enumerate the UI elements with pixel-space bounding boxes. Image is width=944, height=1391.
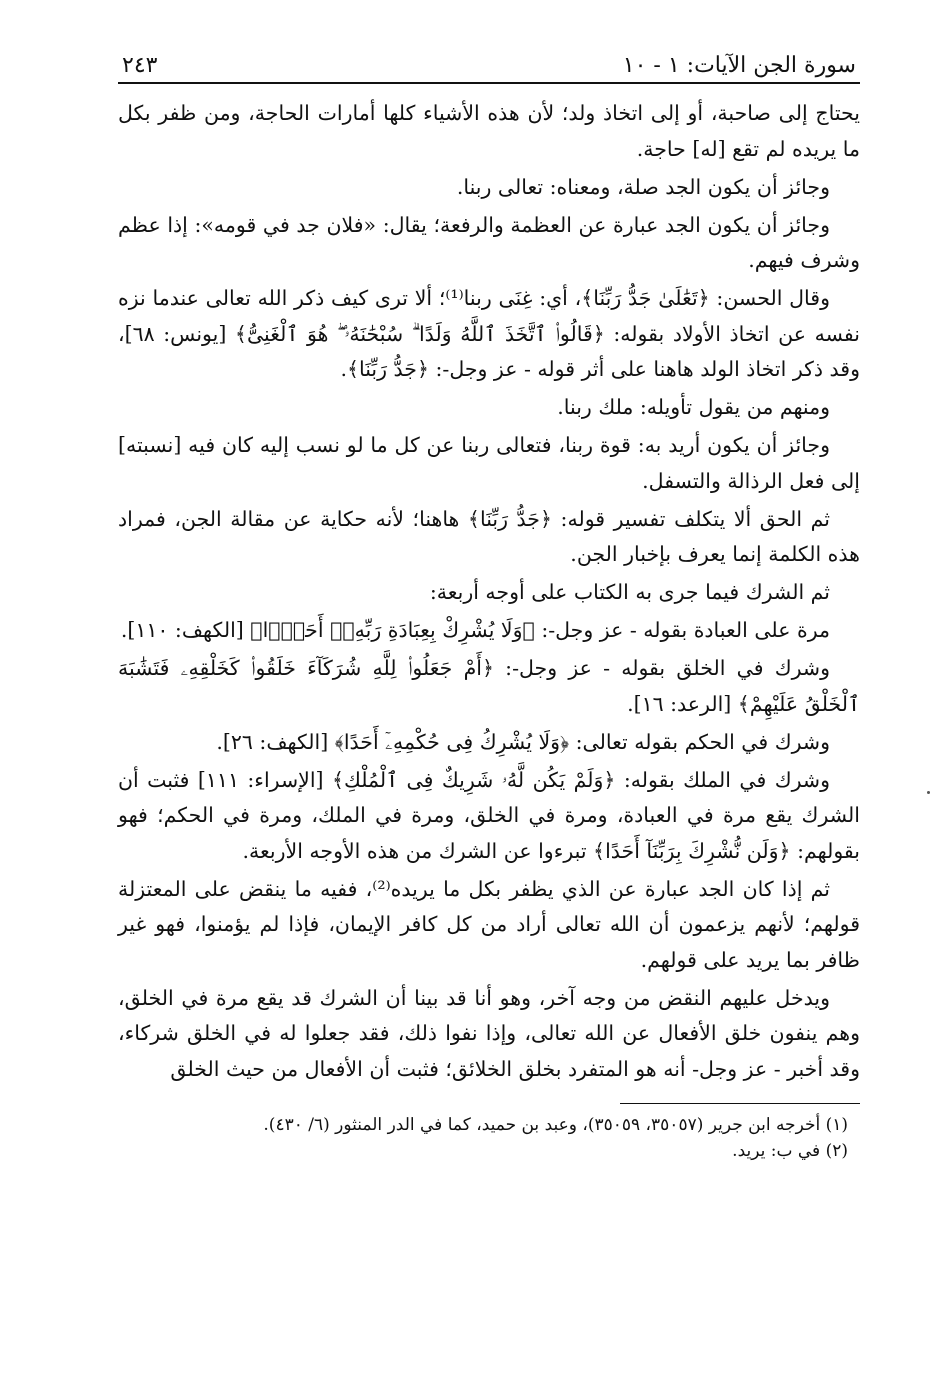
footnote: (١) أخرجه ابن جرير (٣٥٠٥٧، ٣٥٠٥٩)، وعبد بن حميد، كما في الدر المنثور (٦/ ٤٣٠). (263, 1115, 848, 1135)
footnote-separator (620, 1103, 860, 1104)
footnote: (٢) في ب: يريد. (732, 1141, 848, 1161)
paragraph: ويدخل عليهم النقض من وجه آخر، وهو أنا قد بينا أن الشرك قد يقع مرة في الخلق، وهم ينفون خلق الأفعال عن الله تعالى، وإذا نفوا ذلك، فقد جعلوا له في الخلق شركاء، وقد أخبر - عز وجل- أنه هو المتفرد بخلق الخلائق؛ فثبت أن الأفعال من حيث الخلق (118, 985, 860, 1081)
page-number: ٢٤٣ (122, 53, 158, 78)
paragraph: وجائز أن يكون أريد به: قوة ربنا، فتعالى ربنا عن كل ما لو نسب إليه كان فيه [نسبته] إلى فعل الرذالة والتسفل. (118, 433, 860, 493)
paragraph: ثم إذا كان الجد عبارة عن الذي يظفر بكل ما يريده⁽²⁾، ففيه ما ينقض على المعتزلة قولهم؛ لأنهم يزعمون أن الله تعالى أراد من كل كافر الإيمان، فإذا لم يؤمنوا، فهو غير ظافر بما يريد على قولهم. (118, 876, 860, 972)
book-page (118, 38, 860, 1164)
running-header (118, 38, 860, 84)
paragraph: يحتاج إلى صاحبة، أو إلى اتخاذ ولد؛ لأن هذه الأشياء كلها أمارات الحاجة، ومن ظفر بكل ما يريده لم تقع [له] حاجة. (118, 101, 860, 161)
paragraph: وجائز أن يكون الجد صلة، ومعناه: تعالى ربنا. (456, 174, 830, 199)
paragraph: وشرك في الخلق بقوله - عز وجل-: ﴿أَمْ جَعَلُوا۟ لِلَّهِ شُرَكَآءَ خَلَقُوا۟ كَخَلْقِهِۦ فَتَشَٰبَهَ ٱلْخَلْقُ عَلَيْهِمْ﴾ [الرعد: ١٦]. (118, 656, 860, 716)
paragraph: وجائز أن يكون الجد عبارة عن العظمة والرفعة؛ يقال: «فلان جد في قومه»: إذا عظم وشرف فيهم. (118, 212, 860, 272)
header-title: سورة الجن الآيات: ١ - ١٠ (622, 53, 856, 78)
paragraph: ثم الشرك فيما جرى به الكتاب على أوجه أربعة: (429, 580, 830, 604)
footnotes (118, 1112, 860, 1164)
scan-speck (927, 791, 930, 794)
paragraph: مرة على العبادة بقوله - عز وجل-: ﴿وَلَا يُشْرِكْ بِعِبَادَةِ رَبِّهِۦٓ أَحَدًۢا﴾ [الكهف: ١١٠]. (120, 618, 830, 642)
paragraph: وقال الحسن: ﴿تَعَٰلَىٰ جَدُّ رَبِّنَا﴾، أي: غِنَى ربنا⁽¹⁾؛ ألا ترى كيف ذكر الله تعالى عندما نزه نفسه عن اتخاذ الأولاد بقوله: ﴿قَالُوا۟ ٱتَّخَذَ ٱللَّهُ وَلَدًا ۗ سُبْحَٰنَهُۥ ۖ هُوَ ٱلْغَنِىُّ﴾ [يونس: ٦٨]، وقد ذكر اتخاذ الولد هاهنا على أثر قوله - عز وجل-: ﴿جَدُّ رَبِّنَا﴾. (118, 286, 860, 381)
paragraph: وشرك في الحكم بقوله تعالى: ﴿وَلَا يُشْرِكُ فِى حُكْمِهِۦٓ أَحَدًا﴾ [الكهف: ٢٦]. (216, 729, 830, 754)
paragraph: وشرك في الملك بقوله: ﴿وَلَمْ يَكُن لَّهُۥ شَرِيكٌ فِى ٱلْمُلْكِ﴾ [الإسراء: ١١١] فثبت أن الشرك يقع مرة في العبادة، ومرة في الخلق، ومرة في الملك، ومرة في الحكم؛ فهو بقولهم: ﴿وَلَن نُّشْرِكَ بِرَبِّنَآ أَحَدًا﴾ تبرءوا عن الشرك من هذه الأوجه الأربعة. (118, 767, 860, 863)
main-text (118, 96, 860, 1087)
paragraph: ثم الحق ألا يتكلف تفسير قوله: ﴿جَدُّ رَبِّنَا﴾ هاهنا؛ لأنه حكاية عن مقالة الجن، فمراد هذه الكلمة إنما يعرف بإخبار الجن. (118, 506, 860, 566)
paragraph: ومنهم من يقول تأويله: ملك ربنا. (557, 395, 830, 419)
